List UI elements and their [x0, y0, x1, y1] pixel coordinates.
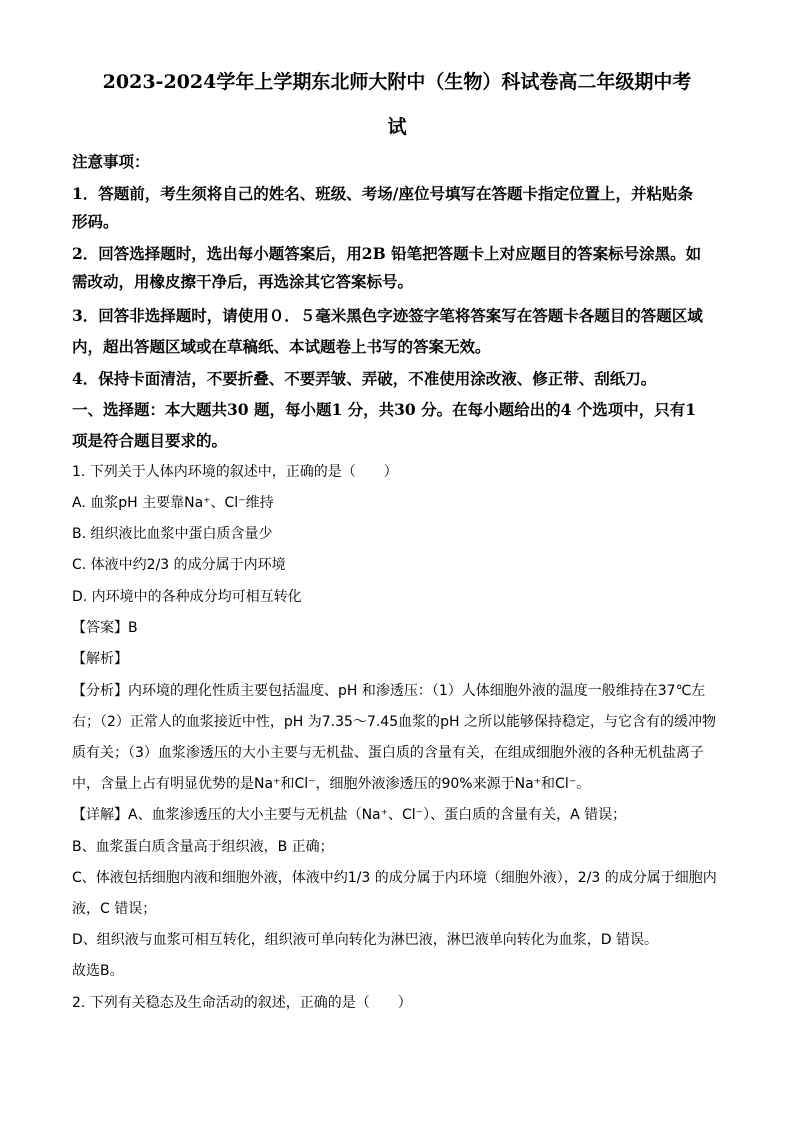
section-heading-line-2: 项是符合题目要求的。 [72, 431, 228, 450]
question-1-analysis-heading: 【解析】 [72, 651, 128, 667]
question-2-stem: 2. 下列有关稳态及生命活动的叙述，正确的是（ ） [72, 995, 412, 1011]
section-heading-line-1: 一、选择题：本大题共30 题，每小题1 分，共30 分。在每小题给出的4 个选项中，只有1 [72, 400, 697, 419]
notice-item-2-line-2: 需改动，用橡皮擦干净后，再选涂其它答案标号。 [72, 272, 414, 291]
notice-item-3-line-1: 3．回答非选择题时，请使用０．５毫米黑色字迹签字笔将答案写在答题卡各题目的答题区域 [72, 306, 703, 325]
detail-line-4: 液，C 错误； [72, 901, 157, 917]
question-1-option-c: C. 体液中约2/3 的成分属于内环境 [72, 557, 286, 573]
analysis-line-1: 【分析】内环境的理化性质主要包括温度、pH 和渗透压：（1）人体细胞外液的温度一般维持在37℃左 [72, 683, 706, 699]
detail-line-5: D、组织液与血浆可相互转化，组织液可单向转化为淋巴液，淋巴液单向转化为血浆，D 错误。 [72, 932, 659, 948]
notice-item-1-line-2: 形码。 [72, 212, 119, 231]
question-1-option-b: B. 组织液比血浆中蛋白质含量少 [72, 526, 273, 542]
analysis-line-4: 中，含量上占有明显优势的是Na⁺和Cl⁻，细胞外液渗透压的90%来源于Na⁺和Cl⁻。 [72, 776, 591, 792]
detail-line-3: C、体液包括细胞内液和细胞外液，体液中约1/3 的成分属于内环境（细胞外液），2/3 的成分属于细胞内 [72, 870, 717, 886]
question-1-option-a: A. 血浆pH 主要靠Na⁺、Cl⁻维持 [72, 495, 274, 511]
document-title-line-2: 试 [387, 116, 407, 138]
notice-item-3-line-2: 内，超出答题区域或在草稿纸、本试题卷上书写的答案无效。 [72, 337, 491, 356]
notice-item-1-line-1: 1．答题前，考生须将自己的姓名、班级、考场/座位号填写在答题卡指定位置上，并粘贴条 [72, 184, 693, 203]
detail-line-1: 【详解】A、血浆渗透压的大小主要与无机盐（Na⁺、Cl⁻）、蛋白质的含量有关，A 错误； [72, 807, 627, 823]
document-title-line-1: 2023-2024学年上学期东北师大附中（生物）科试卷高二年级期中考 [102, 71, 692, 93]
notice-item-2-line-1: 2．回答选择题时，选出每小题答案后，用2B 铅笔把答题卡上对应题目的答案标号涂黑。如 [72, 244, 702, 263]
question-1-option-d: D. 内环境中的各种成分均可相互转化 [72, 589, 302, 605]
notice-item-4: 4．保持卡面清洁，不要折叠、不要弄皱、弄破，不准使用涂改液、修正带、刮纸刀。 [72, 369, 657, 388]
detail-line-2: B、血浆蛋白质含量高于组织液，B 正确； [72, 839, 334, 855]
notice-heading: 注意事项： [72, 152, 150, 171]
detail-line-6: 故选B。 [72, 963, 124, 979]
question-1-answer: 【答案】B [72, 620, 138, 636]
question-1-stem: 1. 下列关于人体内环境的叙述中，正确的是（ ） [72, 464, 398, 480]
analysis-line-2: 右；（2）正常人的血浆接近中性，pH 为7.35～7.45血浆的pH 之所以能够保持稳定，与它含有的缓冲物 [72, 714, 716, 730]
analysis-line-3: 质有关；（3）血浆渗透压的大小主要与无机盐、蛋白质的含量有关，在组成细胞外液的各种无机盐离子 [72, 745, 704, 761]
